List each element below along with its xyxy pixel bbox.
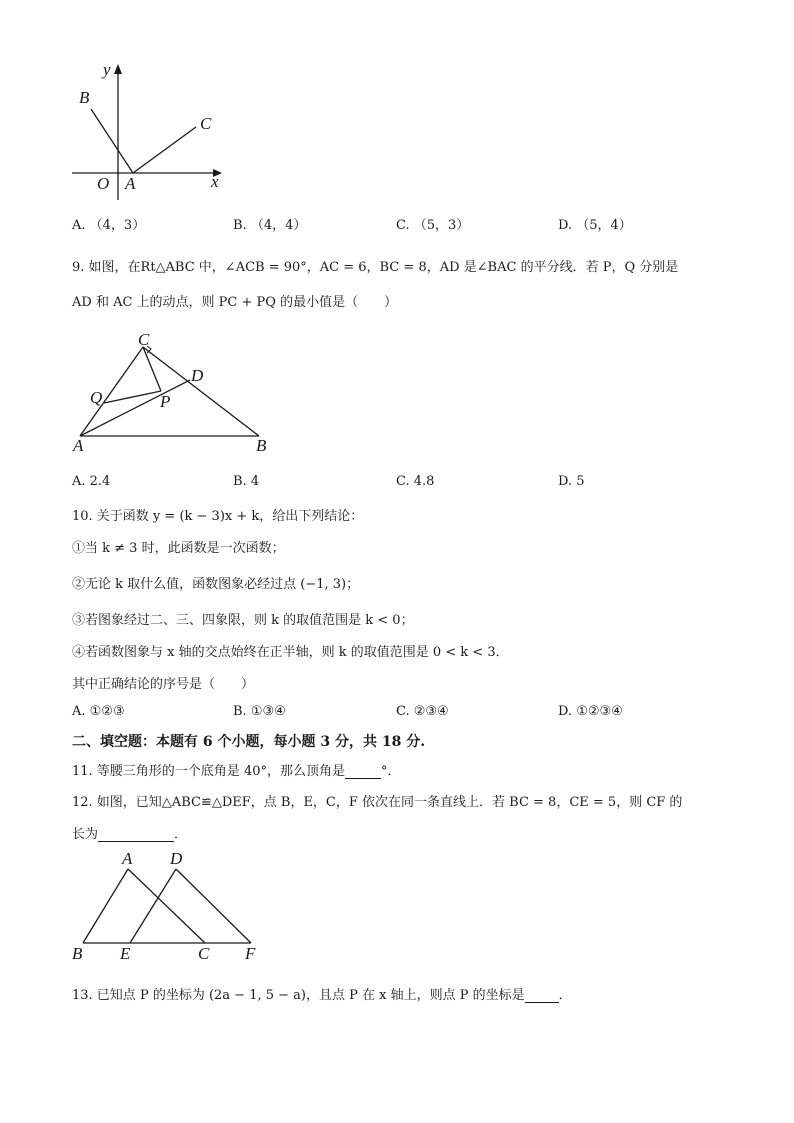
q8-option-d: D. （5，4） <box>558 218 632 233</box>
q10-option-d: D. ①②③④ <box>558 704 623 719</box>
q9-label-c: C <box>138 330 150 349</box>
x-axis-label: x <box>211 172 219 191</box>
q13-text: 13. 已知点 P 的坐标为 (2a − 1, 5 − a)，且点 P 在 x 轴上，则点 P 的坐标是 <box>72 988 525 1003</box>
q12-label-a: A <box>122 849 133 868</box>
q8-option-a: A. （4，3） <box>72 218 146 233</box>
q12-suffix: ． <box>174 827 188 842</box>
q9-label-b: B <box>256 436 267 455</box>
q9-label-d: D <box>191 366 204 385</box>
q9-option-b: B. 4 <box>233 474 260 489</box>
q9-line1: 9. 如图，在Rt△ABC 中，∠ACB = 90°，AC = 6，BC = 8，AD 是∠BAC 的平分线．若 P，Q 分别是 <box>72 260 679 275</box>
q12-label-b: B <box>72 944 83 963</box>
side-ac <box>128 869 205 943</box>
q13-answer-blank[interactable] <box>525 1002 559 1003</box>
side-ed <box>130 869 176 943</box>
q10-statement-2: ②无论 k 取什么值，函数图象必经过点 (−1, 3)； <box>72 577 360 592</box>
q9-option-c: C. 4.8 <box>396 474 435 489</box>
q12-label-d: D <box>170 849 183 868</box>
q8-option-b: B. （4，4） <box>233 218 307 233</box>
q11-text: 11. 等腰三角形的一个底角是 40°，那么顶角是 <box>72 764 345 779</box>
q10-option-a: A. ①②③ <box>72 704 125 719</box>
q9-line2: AD 和 AC 上的动点，则 PC + PQ 的最小值是（ ） <box>72 295 398 310</box>
side-df <box>176 869 251 943</box>
q9-label-p: P <box>160 392 171 411</box>
q11-suffix: °． <box>380 764 401 779</box>
q13-suffix: ． <box>558 988 572 1003</box>
q9-label-a: A <box>73 436 84 455</box>
side-ba <box>83 869 128 943</box>
q12-text: 长为 <box>72 827 99 842</box>
point-b-label: B <box>79 88 90 107</box>
q12-label-f: F <box>245 944 256 963</box>
q8-option-c: C. （5，3） <box>396 218 470 233</box>
q12-label-e: E <box>120 944 131 963</box>
q10-question: 其中正确结论的序号是（ ） <box>72 677 255 692</box>
q10-option-c: C. ②③④ <box>396 704 449 719</box>
q10-statement-4: ④若函数图象与 x 轴的交点始终在正半轴，则 k 的取值范围是 0 < k < 3． <box>72 645 509 660</box>
q9-label-q: Q <box>90 388 103 407</box>
q13 <box>72 984 572 1003</box>
q10-stem: 10. 关于函数 y = (k − 3)x + k，给出下列结论： <box>72 509 364 524</box>
y-axis-label: y <box>103 60 111 79</box>
q10-statement-1: ①当 k ≠ 3 时，此函数是一次函数； <box>72 541 285 556</box>
q9-option-d: D. 5 <box>558 474 585 489</box>
origin-label: O <box>97 174 110 193</box>
point-c-label: C <box>200 114 212 133</box>
q9-option-a: A. 2.4 <box>72 474 111 489</box>
q12-label-c: C <box>198 944 210 963</box>
section-heading: 二、填空题：本题有 6 个小题，每小题 3 分，共 18 分. <box>72 734 426 750</box>
q12-line1: 12. 如图，已知△ABC≌△DEF，点 B，E，C，F 依次在同一条直线上．若 BC = 8，CE = 5，则 CF 的 <box>72 795 683 810</box>
point-a-label: A <box>125 174 136 193</box>
q10-option-b: B. ①③④ <box>233 704 286 719</box>
q10-statement-3: ③若图象经过二、三、四象限，则 k 的取值范围是 k < 0； <box>72 613 414 628</box>
